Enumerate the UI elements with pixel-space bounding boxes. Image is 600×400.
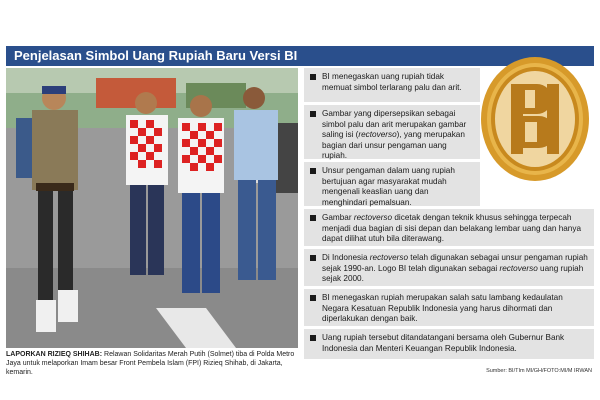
bullet-text: Gambar yang dipersepsikan sebagai simbol palu dan arit merupakan gambar saling isi (rectoverso), yang merupakan bagian dari unsur pengaman uang rupiah. — [322, 109, 467, 160]
bullet-text: BI menegaskan rupiah merupakan salah satu lambang kedaulatan Negara Kesatuan Republik Indonesia yang harus dihormati dan diperlakukan dengan baik. — [322, 293, 563, 323]
bullet-square-icon — [310, 295, 316, 301]
bullet-square-icon — [310, 168, 316, 174]
bullet-item — [304, 289, 594, 326]
bullet-item — [304, 209, 594, 246]
bullet-item — [304, 162, 480, 206]
bullet-item — [304, 105, 480, 159]
source-credit: Sumber: BI/TIm MI/GH/FOTO:MI/M IRWAN — [486, 368, 592, 374]
caption-text: Relawan Solidaritas Merah Putih (Solmet) tiba di Polda Metro Jaya untuk melaporkan Imam besar Front Pembela Islam (FPI) Rizieq Shihab, di Jakarta, kemarin. — [6, 351, 295, 376]
bullet-list — [304, 68, 594, 360]
bullet-item — [304, 329, 594, 359]
bullet-square-icon — [310, 255, 316, 261]
bullet-square-icon — [310, 335, 316, 341]
news-photo — [6, 68, 298, 348]
bullet-item — [304, 249, 594, 286]
bullet-text: Unsur pengaman dalam uang rupiah bertujuan agar masyarakat mudah mengenali keaslian uang dan menghindari pemalsuan. — [322, 166, 455, 207]
bullet-text: Gambar rectoverso dicetak dengan teknik khusus sehingga terpecah menjadi dua bagian di sisi depan dan belakang lembar uang dan hanya dapat dilihat utuh bila diterawang. — [322, 213, 582, 243]
bullet-text: Di Indonesia rectoverso telah digunakan sebagai unsur pengaman rupiah sejak 1990-an. Logo BI telah digunakan sebagai rectoverso uang rupiah sejak 2000. — [322, 253, 588, 283]
page-title: Penjelasan Simbol Uang Rupiah Baru Versi BI — [6, 46, 594, 66]
bullet-text: BI menegaskan uang rupiah tidak memuat simbol terlarang palu dan arit. — [322, 72, 462, 92]
caption-label: LAPORKAN RIZIEQ SHIHAB: — [6, 351, 103, 358]
photo-caption — [6, 350, 298, 394]
bullet-square-icon — [310, 74, 316, 80]
bullet-text: Uang rupiah tersebut ditandatangani bersama oleh Gubernur Bank Indonesia dan Menteri Keuangan Republik Indonesia. — [322, 333, 565, 353]
bullet-square-icon — [310, 215, 316, 221]
bullet-item — [304, 68, 480, 102]
bullet-square-icon — [310, 111, 316, 117]
